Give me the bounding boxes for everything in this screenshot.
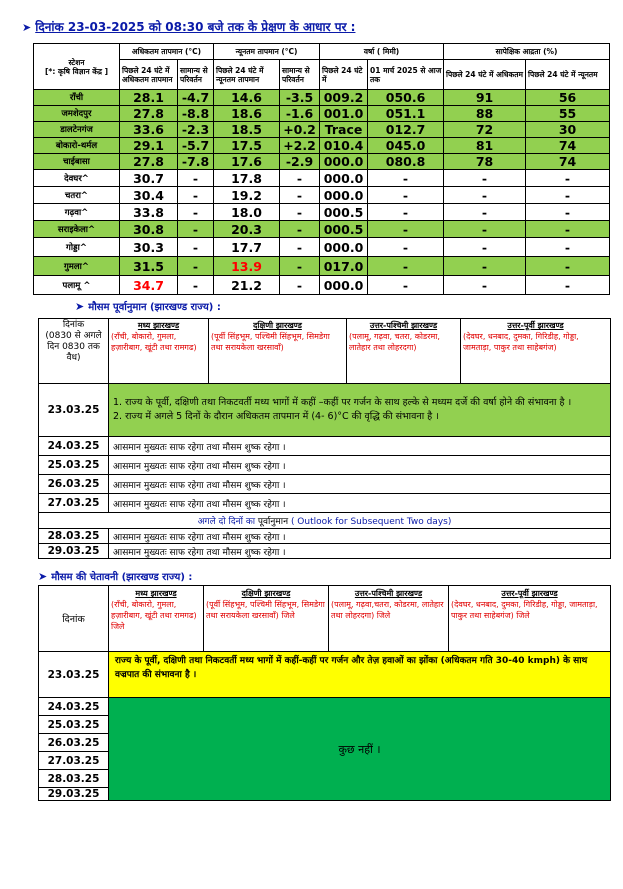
observation-title: ➤ दिनांक 23-03-2025 को 08:30 बजे तक के प्रेक्षण के आधार पर : <box>22 20 356 34</box>
obs-cell: - <box>280 221 320 238</box>
obs-cell: 88 <box>444 106 526 122</box>
forecast-text: आसमान मुख्यतः साफ रहेगा तथा मौसम शुष्क रहेगा । <box>109 456 611 475</box>
obs-cell: 21.2 <box>214 276 280 295</box>
obs-cell: - <box>178 204 214 221</box>
humidity-header: सापेक्षिक आद्रता (%) <box>444 44 610 60</box>
obs-cell: 33.8 <box>120 204 178 221</box>
obs-cell: 27.8 <box>120 106 178 122</box>
forecast-table <box>38 318 611 559</box>
station-name: डालटेनगंज <box>34 122 120 138</box>
obs-row <box>34 154 610 170</box>
forecast-date: 29.03.25 <box>39 544 109 559</box>
forecast-text: आसमान मुख्यतः साफ रहेगा तथा मौसम शुष्क रहेगा । <box>109 529 611 544</box>
forecast-date: 24.03.25 <box>39 437 109 456</box>
arrow-icon: ➤ <box>22 21 32 34</box>
arrow-icon: ➤ <box>38 570 48 583</box>
obs-cell: 000.0 <box>320 276 368 295</box>
obs-cell: - <box>444 238 526 257</box>
observation-table <box>33 43 610 295</box>
zone-northwest-header: उत्तर-पश्चिमी झारखण्ड (पलामू, गढ़वा,चतरा, कोडरमा, लातेहार तथा लोहरदगा) जिले <box>329 586 449 652</box>
obs-cell: 74 <box>526 138 610 154</box>
obs-cell: - <box>526 221 610 238</box>
obs-cell: 050.6 <box>368 90 444 106</box>
obs-cell: - <box>526 276 610 295</box>
obs-cell: - <box>178 238 214 257</box>
obs-cell: - <box>526 187 610 204</box>
warning-date: 25.03.25 <box>39 716 109 734</box>
obs-cell: -5.7 <box>178 138 214 154</box>
obs-row <box>34 204 610 221</box>
obs-row <box>34 122 610 138</box>
obs-row <box>34 221 610 238</box>
obs-cell: 91 <box>444 90 526 106</box>
warning-row <box>39 698 611 716</box>
obs-cell: -7.8 <box>178 154 214 170</box>
obs-cell: 18.0 <box>214 204 280 221</box>
obs-row <box>34 257 610 276</box>
rainfall-header: वर्षा ( मिमी) <box>320 44 444 60</box>
forecast-row <box>39 456 611 475</box>
forecast-date: 25.03.25 <box>39 456 109 475</box>
obs-cell: 27.8 <box>120 154 178 170</box>
obs-cell: - <box>368 238 444 257</box>
obs-cell: - <box>280 276 320 295</box>
obs-cell: - <box>280 204 320 221</box>
obs-row <box>34 187 610 204</box>
arrow-icon: ➤ <box>75 300 85 313</box>
obs-cell: 19.2 <box>214 187 280 204</box>
obs-cell: - <box>444 257 526 276</box>
warning-text: राज्य के पूर्वी, दक्षिणी तथा निकटवर्ती मध्य भागों में कहीं-कहीं पर गर्जन और तेज़ हवाओं का झोंका (अधिकतम गति 30-40 kmph) के साथ वज्रपात की संभावना है । <box>109 652 611 698</box>
obs-cell: 001.0 <box>320 106 368 122</box>
obs-cell: - <box>280 257 320 276</box>
obs-cell: 18.5 <box>214 122 280 138</box>
obs-row <box>34 106 610 122</box>
obs-cell: 000.0 <box>320 187 368 204</box>
obs-cell: 28.1 <box>120 90 178 106</box>
sub-header: पिछले 24 घंटे में अधिकतम <box>444 60 526 90</box>
forecast-text: आसमान मुख्यतः साफ रहेगा तथा मौसम शुष्क रहेगा । <box>109 494 611 513</box>
station-name: सराइकेला^ <box>34 221 120 238</box>
warning-date-header: दिनांक <box>39 586 109 652</box>
obs-cell: -3.5 <box>280 90 320 106</box>
obs-cell: -1.6 <box>280 106 320 122</box>
obs-cell: 81 <box>444 138 526 154</box>
obs-cell: 56 <box>526 90 610 106</box>
no-warning-cell: कुछ नहीं । <box>109 698 611 801</box>
obs-cell: - <box>444 204 526 221</box>
obs-cell: - <box>280 187 320 204</box>
obs-cell: 72 <box>444 122 526 138</box>
forecast-date: 28.03.25 <box>39 529 109 544</box>
zone-central-header: मध्य झारखण्ड (रॉंची, बोकारो, गुमला, हज़ारीबाग, खूंटी तथा रामगढ) जिले <box>109 586 204 652</box>
obs-cell: 74 <box>526 154 610 170</box>
station-name: गोड्डा^ <box>34 238 120 257</box>
forecast-text: आसमान मुख्यतः साफ रहेगा तथा मौसम शुष्क रहेगा । <box>109 437 611 456</box>
obs-cell: 080.8 <box>368 154 444 170</box>
warning-date: 23.03.25 <box>39 652 109 698</box>
obs-cell: 30.3 <box>120 238 178 257</box>
warning-table <box>38 585 611 801</box>
obs-cell: 051.1 <box>368 106 444 122</box>
obs-cell: 045.0 <box>368 138 444 154</box>
obs-cell: - <box>178 276 214 295</box>
obs-cell: - <box>178 221 214 238</box>
obs-cell: 29.1 <box>120 138 178 154</box>
forecast-title: ➤ मौसम पूर्वानुमान (झारखण्ड राज्य) : <box>75 300 221 313</box>
forecast-text: 1. राज्य के पूर्वी, दक्षिणी तथा निकटवर्ती मध्य भागों में कहीं –कहीं पर गर्जन के साथ हल्के से मध्यम दर्जे की वर्षा होने की संभावना है । 2. राज्य में अगले 5 दिनों के दौरान अधिकतम तापमान में (4- 6)°C की वृद्धि की संभावना है । <box>109 384 611 437</box>
obs-cell: 30.7 <box>120 170 178 187</box>
obs-cell: 000.0 <box>320 170 368 187</box>
obs-cell: 30 <box>526 122 610 138</box>
obs-row <box>34 170 610 187</box>
obs-cell: - <box>368 204 444 221</box>
obs-cell: 78 <box>444 154 526 170</box>
obs-row <box>34 90 610 106</box>
station-name: देवघर^ <box>34 170 120 187</box>
obs-cell: - <box>368 276 444 295</box>
sub-header: पिछले 24 घंटे में <box>320 60 368 90</box>
obs-row <box>34 238 610 257</box>
obs-cell: 000.0 <box>320 238 368 257</box>
warning-title: ➤ मौसम की चेतावनी (झारखण्ड राज्य) : <box>38 570 193 583</box>
forecast-row <box>39 437 611 456</box>
obs-cell: 009.2 <box>320 90 368 106</box>
warning-date: 24.03.25 <box>39 698 109 716</box>
sub-header: सामान्य से परिवर्तन <box>178 60 214 90</box>
sub-header: पिछले 24 घंटे में न्यूनतम <box>526 60 610 90</box>
obs-cell: 18.6 <box>214 106 280 122</box>
obs-cell: 000.5 <box>320 204 368 221</box>
obs-cell: 30.8 <box>120 221 178 238</box>
obs-cell: - <box>444 187 526 204</box>
zone-central-header: मध्य झारखण्ड (रॉंची, बोकारो, गुमला, हज़ारीबाग, खूंटी तथा रामगढ) <box>109 319 209 384</box>
station-name: चतरा^ <box>34 187 120 204</box>
warning-date: 27.03.25 <box>39 752 109 770</box>
obs-cell: -2.3 <box>178 122 214 138</box>
station-name: चाईबासा <box>34 154 120 170</box>
obs-cell: - <box>444 170 526 187</box>
zone-northeast-header: उत्तर-पूर्वी झारखण्ड (देवघर, धनबाद, दुमका, गिरिडीह, गोड्डा, जामताड़ा, पाकुर तथा साहेबगंज) <box>461 319 611 384</box>
warning-date: 26.03.25 <box>39 734 109 752</box>
obs-cell: - <box>178 187 214 204</box>
obs-cell: 30.4 <box>120 187 178 204</box>
station-name: पलामू ^ <box>34 276 120 295</box>
max-temp-header: अधिकतम तापमान (°C) <box>120 44 214 60</box>
warning-date: 28.03.25 <box>39 770 109 788</box>
forecast-date: 23.03.25 <box>39 384 109 437</box>
forecast-date: 26.03.25 <box>39 475 109 494</box>
obs-cell: 010.4 <box>320 138 368 154</box>
obs-cell: -2.9 <box>280 154 320 170</box>
obs-cell: 31.5 <box>120 257 178 276</box>
obs-cell: 20.3 <box>214 221 280 238</box>
station-name: बोकारो-थर्मल <box>34 138 120 154</box>
sub-header: सामान्य से परिवर्तन <box>280 60 320 90</box>
obs-cell: 012.7 <box>368 122 444 138</box>
station-name: जमशेदपुर <box>34 106 120 122</box>
obs-cell: - <box>526 257 610 276</box>
station-header: स्टेशन [*: कृषि विज्ञान केंद्र ] <box>34 44 120 90</box>
forecast-row <box>39 544 611 559</box>
obs-cell: 17.5 <box>214 138 280 154</box>
forecast-text: आसमान मुख्यतः साफ रहेगा तथा मौसम शुष्क रहेगा । <box>109 544 611 559</box>
obs-cell: +2.2 <box>280 138 320 154</box>
station-name: गुमला^ <box>34 257 120 276</box>
sub-header: पिछले 24 घंटे में न्यूनतम तापमान <box>214 60 280 90</box>
sub-header: 01 मार्च 2025 से आज तक <box>368 60 444 90</box>
obs-cell: 34.7 <box>120 276 178 295</box>
obs-cell: - <box>368 221 444 238</box>
obs-cell: - <box>178 170 214 187</box>
obs-cell: -8.8 <box>178 106 214 122</box>
obs-cell: 13.9 <box>214 257 280 276</box>
zone-south-header: दक्षिणी झारखण्ड (पूर्वी सिंहभूम, पश्चिमी सिंहभूम, सिमडेगा तथा सरायकेला खरसावाँ) जिले <box>204 586 329 652</box>
obs-cell: 17.8 <box>214 170 280 187</box>
obs-cell: 33.6 <box>120 122 178 138</box>
station-name: रॉंची <box>34 90 120 106</box>
obs-cell: 000.0 <box>320 154 368 170</box>
obs-cell: - <box>526 204 610 221</box>
obs-cell: - <box>368 170 444 187</box>
obs-cell: - <box>368 187 444 204</box>
zone-south-header: दक्षिणी झारखण्ड (पूर्वी सिंहभूम, पश्चिमी सिंहभूम, सिमडेगा तथा सरायकेला खरसावाँ) <box>209 319 347 384</box>
zone-northwest-header: उत्तर-पश्चिमी झारखण्ड (पलामू, गढ़वा, चतरा, कोडरमा, लातेहार तथा लोहरदगा) <box>347 319 461 384</box>
obs-cell: - <box>280 238 320 257</box>
warning-date: 29.03.25 <box>39 788 109 801</box>
obs-cell: - <box>280 170 320 187</box>
obs-cell: 14.6 <box>214 90 280 106</box>
forecast-row <box>39 494 611 513</box>
zone-northeast-header: उत्तर-पूर्वी झारखण्ड (देवघर, धनबाद, दुमका, गिरिडीह, गोड्डा, जामताड़ा, पाकुर तथा साहेबगंज) जिले <box>449 586 611 652</box>
obs-cell: - <box>526 170 610 187</box>
obs-row <box>34 138 610 154</box>
obs-cell: 55 <box>526 106 610 122</box>
min-temp-header: न्यूनतम तापमान (°C) <box>214 44 320 60</box>
obs-cell: -4.7 <box>178 90 214 106</box>
sub-header: पिछले 24 घंटे में अधिकतम तापमान <box>120 60 178 90</box>
outlook-header: अगले दो दिनों का पूर्वानुमान ( Outlook for Subsequent Two days) <box>39 513 611 529</box>
obs-row <box>34 276 610 295</box>
forecast-text: आसमान मुख्यतः साफ रहेगा तथा मौसम शुष्क रहेगा । <box>109 475 611 494</box>
obs-cell: - <box>444 221 526 238</box>
obs-cell: - <box>368 257 444 276</box>
obs-cell: - <box>178 257 214 276</box>
obs-cell: Trace <box>320 122 368 138</box>
forecast-date: 27.03.25 <box>39 494 109 513</box>
obs-cell: 000.5 <box>320 221 368 238</box>
station-name: गढ़वा^ <box>34 204 120 221</box>
obs-cell: +0.2 <box>280 122 320 138</box>
forecast-date-header: दिनांक (0830 से अगले दिन 0830 तक वैध) <box>39 319 109 384</box>
forecast-row <box>39 475 611 494</box>
obs-cell: 017.0 <box>320 257 368 276</box>
obs-cell: 17.7 <box>214 238 280 257</box>
obs-cell: - <box>444 276 526 295</box>
obs-cell: 17.6 <box>214 154 280 170</box>
obs-cell: - <box>526 238 610 257</box>
forecast-row <box>39 529 611 544</box>
